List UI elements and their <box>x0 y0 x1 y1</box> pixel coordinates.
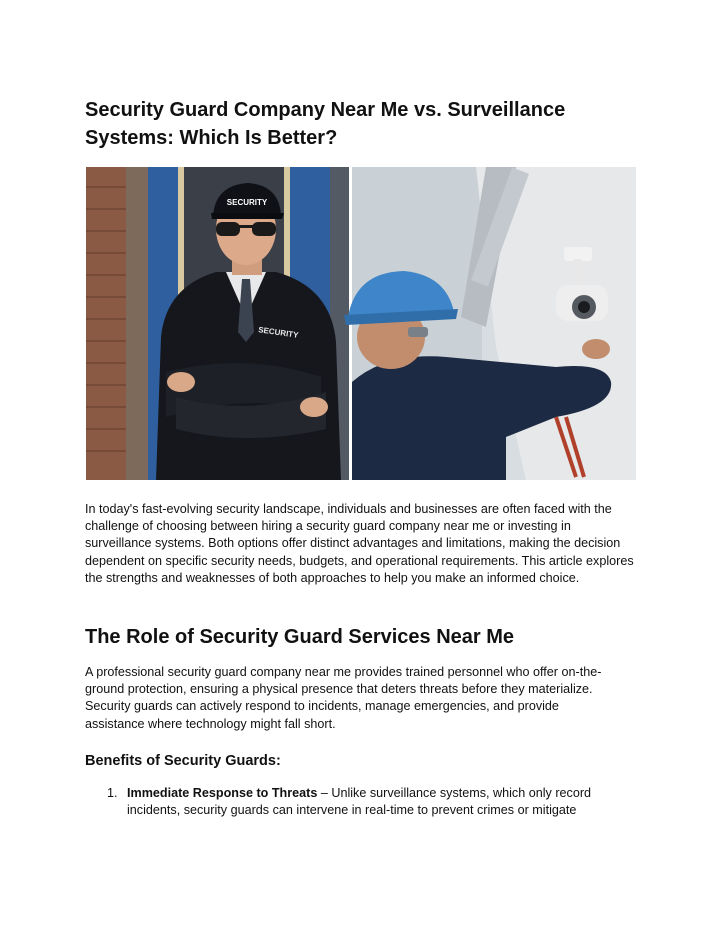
camera-installer-photo <box>344 167 636 480</box>
benefits-subheading: Benefits of Security Guards: <box>85 753 281 769</box>
article-title: Security Guard Company Near Me vs. Surveillance Systems: Which Is Better? <box>85 99 566 149</box>
section-paragraph: A professional security guard company near me provides trained personnel who offer on-the-ground protection, ensuring a physical presence that deters threats before they materialize. Security guards can actively respond to incidents, manage emergencies, and provide assistance where technology might fall short. <box>85 665 602 731</box>
guard-photo <box>86 167 349 480</box>
intro-paragraph: In today's fast-evolving security landscape, individuals and businesses are often faced with the challenge of choosing between hiring a security guard company near me or investing in surveillance systems. Both options offer distinct advantages and limitations, making the decision dependent on specific security needs, budgets, and operational requirements. This article explores the strengths and weaknesses of both approaches to help you make an informed choice. <box>85 502 634 585</box>
list-item-text: – Unlike surveillance systems, which only record incidents, security guards can intervene in real-time to prevent crimes or mitigate <box>127 786 592 818</box>
list-item-bold: Immediate Response to Threats <box>127 786 318 800</box>
list-item <box>85 785 625 819</box>
jacket-text: SECURITY <box>257 325 300 340</box>
list-item-number: 1. <box>107 786 118 800</box>
benefits-list <box>85 785 625 819</box>
hero-illustration <box>86 167 636 480</box>
cap-text: SECURITY <box>226 198 268 207</box>
hero-image <box>86 167 636 480</box>
section-heading: The Role of Security Guard Services Near Me <box>85 626 515 648</box>
